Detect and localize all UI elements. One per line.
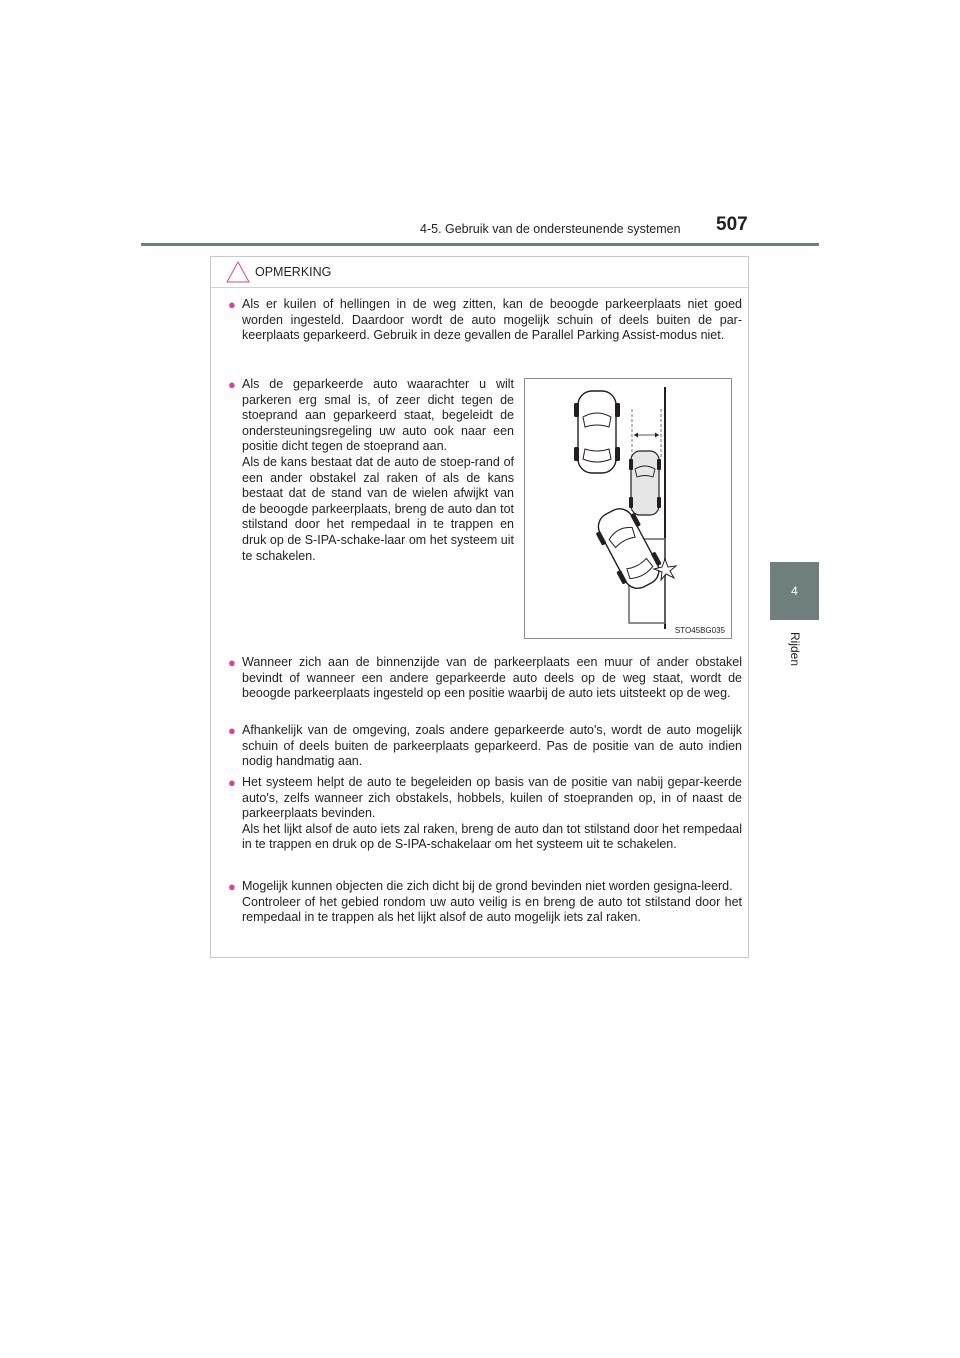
parking-illustration xyxy=(524,378,732,639)
chapter-label: Rijden xyxy=(788,632,802,667)
notice-item xyxy=(228,775,742,853)
notice-item-text: Afhankelijk van de omgeving, zoals andere geparkeerde auto's, wordt de auto mogelijk schuin of deels buiten de parkeerplaats geparkeerd. Pas de positie van de auto indien nodig handmatig aan. xyxy=(242,723,742,769)
notice-header xyxy=(211,257,748,288)
bullet-icon: ● xyxy=(228,377,236,392)
parked-car-rear xyxy=(574,391,620,473)
maneuvering-car xyxy=(590,502,667,595)
notice-item-text: Het systeem helpt de auto te begeleiden op basis van de positie van nabij gepar-keerde auto's, zelfs wanneer zich obstakels, hobbels, kuilen of stoepranden op, in of naast de parkeerplaats bevinden. xyxy=(242,775,742,821)
section-title: 4-5. Gebruik van de ondersteunende systemen xyxy=(420,222,681,236)
notice-item xyxy=(228,723,742,770)
parking-diagram xyxy=(525,379,731,638)
bullet-icon: ● xyxy=(228,723,236,738)
notice-item-text: Als het lijkt alsof de auto iets zal raken, breng de auto dan tot stilstand door het rempedaal in te trappen en druk op de S-IPA-schakelaar om het systeem uit te schakelen. xyxy=(242,821,742,852)
notice-item-text: Als de kans bestaat dat de auto de stoep-rand of een ander obstakel zal raken of als de kans bestaat dat de stand van de wielen afwijkt van de beoogde parkeerplaats, breng de auto dan tot stilstand door het rempedaal in te trappen en druk op de S-IPA-schake-laar om het systeem uit te schakelen. xyxy=(242,454,514,563)
figure-code: STO45BG035 xyxy=(674,626,725,635)
notice-item xyxy=(228,377,514,564)
notice-item-text: Controleer of het gebied rondom uw auto veilig is en breng de auto tot stilstand door het rempedaal in te trappen als het lijkt alsof de auto mogelijk iets zal raken. xyxy=(242,894,742,925)
warning-triangle-icon xyxy=(225,260,251,284)
bullet-icon: ● xyxy=(228,297,236,312)
page-number: 507 xyxy=(716,214,748,235)
notice-item-text: Als er kuilen of hellingen in de weg zitten, kan de beoogde parkeerplaats niet goed worden ingesteld. Daardoor wordt de auto mogelijk schuin of deels buiten de par-keerplaats geparkeerd. Gebruik in deze gevallen de Parallel Parking Assist-modus niet. xyxy=(242,297,742,343)
header-divider xyxy=(141,243,819,246)
parked-car-front xyxy=(629,451,661,515)
notice-item xyxy=(228,297,742,344)
notice-item-text: Als de geparkeerde auto waarachter u wilt parkeren erg smal is, of zeer dicht tegen de stoeprand aan geparkeerd staat, begeleidt de ondersteuningsregeling uw auto ook naar een positie dicht tegen de stoeprand aan. xyxy=(242,377,514,454)
notice-item xyxy=(228,879,742,926)
chapter-tab[interactable] xyxy=(770,562,819,620)
notice-item-text: Wanneer zich aan de binnenzijde van de parkeerplaats een muur of ander obstakel bevindt of wanneer een andere geparkeerde auto deels op de weg staat, wordt de beoogde parkeerplaats ingesteld op een positie waarbij de auto iets uitsteekt op de weg. xyxy=(242,655,742,701)
bullet-icon: ● xyxy=(228,879,236,894)
notice-item-text: Mogelijk kunnen objecten die zich dicht bij de grond bevinden niet worden gesigna-leerd. xyxy=(242,879,733,893)
notice-item xyxy=(228,655,742,702)
chapter-number: 4 xyxy=(791,584,798,598)
bullet-icon: ● xyxy=(228,775,236,790)
notice-title: OPMERKING xyxy=(255,265,332,279)
bullet-icon: ● xyxy=(228,655,236,670)
